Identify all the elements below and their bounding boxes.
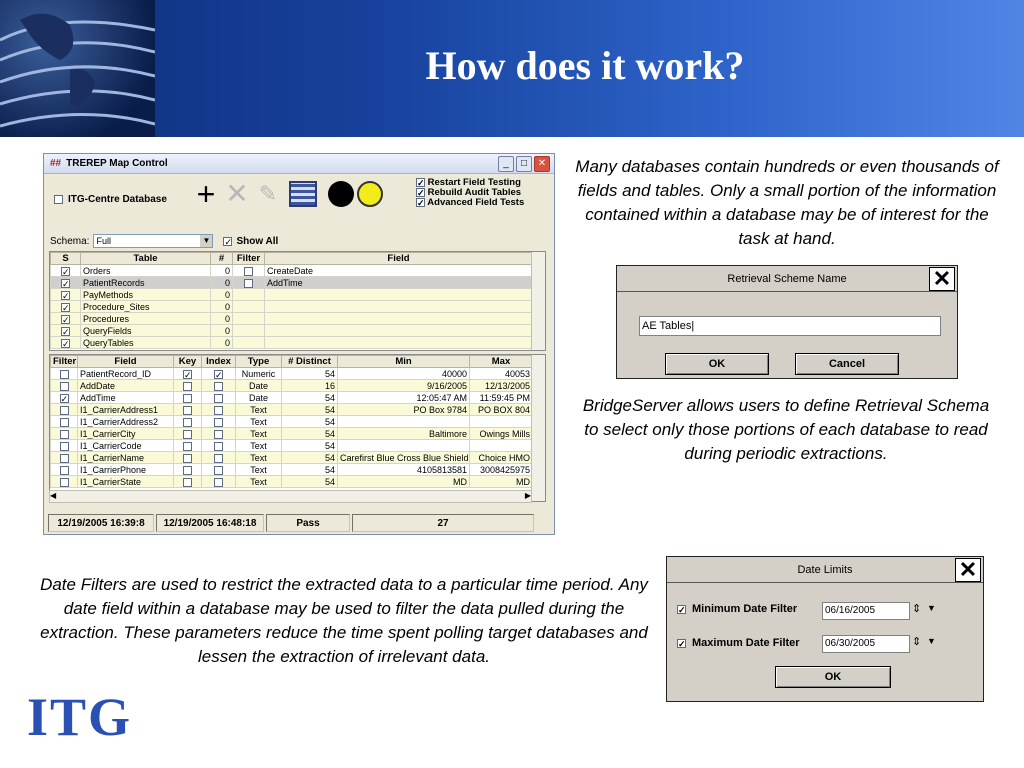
show-all-label: Show All [236, 235, 279, 247]
filter-checkbox[interactable] [60, 406, 69, 415]
field-max-cell: 11:59:45 PM [470, 392, 533, 404]
table-name: PayMethods [81, 289, 211, 301]
field-distinct-cell: 54 [282, 416, 338, 428]
field-index-cell [202, 380, 236, 392]
schema-row [50, 234, 278, 248]
min-date-row [677, 603, 797, 615]
key-checkbox[interactable] [183, 406, 192, 415]
field-field-cell: AddTime [78, 392, 174, 404]
schema-value: Full [96, 236, 111, 246]
column-header[interactable]: Filter [51, 356, 78, 368]
field-distinct-cell: 54 [282, 392, 338, 404]
column-header[interactable]: Min [338, 356, 470, 368]
field-index-cell [202, 404, 236, 416]
ok-button[interactable]: OK [775, 666, 891, 688]
globe-image [0, 0, 155, 137]
field-field-cell: AddDate [78, 380, 174, 392]
index-checkbox[interactable] [214, 478, 223, 487]
max-date-checkbox[interactable]: ✓ [678, 638, 686, 649]
table-row[interactable] [51, 301, 533, 313]
field-key-cell [174, 392, 202, 404]
field-filter-cell [51, 416, 78, 428]
field-max-cell: 3008425975 [470, 464, 533, 476]
show-all-checkbox[interactable]: ✓ [224, 236, 233, 247]
field-min-cell: 4105813581 [338, 464, 470, 476]
option-label: Advanced Field Tests [427, 197, 525, 209]
chevron-down-icon[interactable]: ▼ [927, 636, 936, 646]
column-header[interactable]: Filter [233, 253, 265, 265]
field-distinct-cell: 54 [282, 428, 338, 440]
field-index-cell [202, 464, 236, 476]
title-banner [0, 0, 1024, 137]
field-field-cell: I1_CarrierName [78, 452, 174, 464]
field-max-cell: Choice HMO [470, 452, 533, 464]
table-count: 0 [211, 325, 233, 337]
filter-checkbox[interactable] [244, 267, 253, 276]
field-filter-cell [51, 452, 78, 464]
row-checkbox[interactable]: ✓ [62, 278, 70, 289]
field-min-cell: Carefirst Blue Cross Blue Shield [338, 452, 470, 464]
field-max-cell [470, 440, 533, 452]
field-type-cell: Date [236, 392, 282, 404]
field-filter-cell [51, 428, 78, 440]
field-filter-cell [51, 368, 78, 380]
field-index-cell [202, 476, 236, 488]
column-header[interactable]: Index [202, 356, 236, 368]
dialog-title-text: Date Limits [797, 563, 853, 576]
table-row[interactable] [51, 337, 533, 349]
field-distinct-cell: 54 [282, 476, 338, 488]
field-min-cell: 9/16/2005 [338, 380, 470, 392]
status-bar [48, 514, 551, 532]
table-count: 0 [211, 313, 233, 325]
index-checkbox[interactable] [214, 418, 223, 427]
chevron-down-icon: ▼ [200, 235, 212, 247]
ok-button[interactable]: OK [665, 353, 769, 375]
index-checkbox[interactable]: ✓ [215, 369, 223, 380]
filter-checkbox[interactable]: ✓ [60, 393, 69, 404]
option-row [416, 198, 524, 208]
schema-select[interactable] [93, 234, 213, 248]
field-filter-cell [51, 476, 78, 488]
max-date-input[interactable]: 06/30/2005 [822, 635, 910, 653]
yellow-circle-icon[interactable] [357, 181, 383, 207]
field-min-cell [338, 416, 470, 428]
min-date-input[interactable]: 06/16/2005 [822, 602, 910, 620]
table-row[interactable] [51, 325, 533, 337]
table-row[interactable] [51, 289, 533, 301]
filter-checkbox[interactable] [60, 442, 69, 451]
field-index-cell [202, 416, 236, 428]
index-checkbox[interactable] [214, 406, 223, 415]
field-key-cell [174, 404, 202, 416]
field-key-cell [174, 368, 202, 380]
table-name: Procedure_Sites [81, 301, 211, 313]
edit-icon[interactable]: ✎ [258, 181, 278, 206]
table-name: QueryTables [81, 337, 211, 349]
field-key-cell [174, 428, 202, 440]
spinner-icon[interactable]: ⇕ [912, 603, 922, 615]
filter-field [265, 325, 533, 337]
key-checkbox[interactable]: ✓ [184, 369, 192, 380]
field-field-cell: I1_CarrierCode [78, 440, 174, 452]
add-icon[interactable]: + [196, 176, 216, 212]
database-label: ITG-Centre Database [68, 194, 167, 205]
dialog-title [667, 557, 983, 583]
table-count: 0 [211, 265, 233, 277]
field-max-cell: PO BOX 804 [470, 404, 533, 416]
filter-field [265, 301, 533, 313]
filter-checkbox[interactable] [60, 454, 69, 463]
field-field-cell: I1_CarrierCity [78, 428, 174, 440]
table-name: Procedures [81, 313, 211, 325]
field-max-cell [470, 416, 533, 428]
status-end-time: 12/19/2005 16:48:18 [156, 514, 264, 532]
slide-title: How does it work? [425, 43, 745, 88]
database-checkbox[interactable] [54, 195, 63, 204]
schema-label: Schema: [50, 235, 90, 247]
field-distinct-cell: 54 [282, 452, 338, 464]
key-checkbox[interactable] [183, 442, 192, 451]
max-date-label: Maximum Date Filter [692, 637, 800, 649]
table-count: 0 [211, 337, 233, 349]
key-checkbox[interactable] [183, 454, 192, 463]
row-checkbox[interactable]: ✓ [62, 314, 70, 325]
filter-checkbox[interactable] [60, 382, 69, 391]
chevron-down-icon[interactable]: ▼ [927, 603, 936, 613]
field-index-cell [202, 452, 236, 464]
filter-field [265, 289, 533, 301]
table-name: PatientRecords [81, 277, 211, 289]
app-icon: ## [50, 158, 62, 169]
table-row[interactable] [51, 313, 533, 325]
spinner-icon[interactable]: ⇕ [912, 636, 922, 648]
field-min-cell: PO Box 9784 [338, 404, 470, 416]
column-header[interactable]: Key [174, 356, 202, 368]
field-max-cell: 40053 [470, 368, 533, 380]
table-count: 0 [211, 277, 233, 289]
field-row[interactable] [51, 452, 533, 464]
options-list [416, 178, 524, 208]
field-index-cell [202, 428, 236, 440]
key-checkbox[interactable] [183, 418, 192, 427]
status-count: 27 [352, 514, 534, 532]
field-key-cell [174, 452, 202, 464]
filter-field: AddTime [265, 277, 533, 289]
field-row[interactable] [51, 380, 533, 392]
field-row[interactable] [51, 392, 533, 404]
field-max-cell: Owings Mills [470, 428, 533, 440]
field-filter-cell [51, 404, 78, 416]
scroll-right-icon[interactable]: ▶ [524, 491, 531, 500]
close-icon[interactable]: ✕ [955, 558, 981, 582]
caption-bridgeserver: BridgeServer allows users to define Retrieval Schema to select only those portions of each database to read during periodic extractions. [582, 396, 990, 463]
column-header[interactable]: S [51, 253, 81, 265]
fields-table [50, 355, 533, 488]
field-filter-cell [51, 392, 78, 404]
filter-field [265, 337, 533, 349]
column-header[interactable]: # Distinct [282, 356, 338, 368]
globe-graphic [0, 0, 155, 137]
field-max-cell: MD [470, 476, 533, 488]
field-filter-cell [51, 464, 78, 476]
field-type-cell: Date [236, 380, 282, 392]
status-result: Pass [266, 514, 350, 532]
min-date-label: Minimum Date Filter [692, 603, 798, 615]
field-type-cell: Numeric [236, 368, 282, 380]
index-checkbox[interactable] [214, 430, 223, 439]
field-row[interactable] [51, 476, 533, 488]
field-key-cell [174, 380, 202, 392]
close-button[interactable]: ✕ [534, 156, 550, 172]
field-index-cell [202, 392, 236, 404]
option-label: Restart Field Testing [427, 177, 521, 189]
filter-checkbox[interactable] [60, 370, 69, 379]
field-filter-cell [51, 380, 78, 392]
option-checkbox[interactable]: ✓ [417, 188, 425, 199]
index-checkbox[interactable] [214, 466, 223, 475]
field-row[interactable] [51, 464, 533, 476]
database-option [54, 194, 167, 205]
tables-grid [49, 251, 546, 351]
toolbar [192, 176, 383, 212]
key-checkbox[interactable] [183, 430, 192, 439]
field-type-cell: Text [236, 428, 282, 440]
field-key-cell [174, 416, 202, 428]
horizontal-scrollbar[interactable] [49, 490, 532, 503]
column-header[interactable]: Max [470, 356, 533, 368]
maximize-button[interactable]: □ [516, 156, 532, 172]
close-icon[interactable]: ✕ [929, 267, 955, 291]
scheme-name-value: AE Tables [642, 320, 692, 332]
scroll-left-icon[interactable]: ◀ [50, 491, 57, 500]
field-key-cell [174, 464, 202, 476]
table-row[interactable] [51, 265, 533, 277]
option-checkbox[interactable]: ✓ [417, 178, 425, 188]
field-distinct-cell: 54 [282, 464, 338, 476]
field-distinct-cell: 54 [282, 404, 338, 416]
column-header[interactable]: Field [78, 356, 174, 368]
filter-field [265, 313, 533, 325]
map-control-window [43, 153, 555, 535]
field-field-cell: I1_CarrierAddress1 [78, 404, 174, 416]
field-type-cell: Text [236, 404, 282, 416]
field-field-cell: I1_CarrierAddress2 [78, 416, 174, 428]
status-start-time: 12/19/2005 16:39:8 [48, 514, 154, 532]
field-row[interactable] [51, 440, 533, 452]
field-min-cell: 12:05:47 AM [338, 392, 470, 404]
field-min-cell [338, 440, 470, 452]
date-limits-dialog [666, 556, 984, 702]
itg-logo: ITG [27, 687, 133, 747]
key-checkbox[interactable] [183, 478, 192, 487]
field-row[interactable] [51, 368, 533, 380]
tables-scrollbar[interactable] [531, 252, 545, 350]
row-checkbox[interactable]: ✓ [62, 302, 70, 313]
scheme-name-input[interactable]: AE Tables| [639, 316, 941, 336]
field-field-cell: I1_CarrierState [78, 476, 174, 488]
field-row[interactable] [51, 428, 533, 440]
option-checkbox[interactable]: ✓ [417, 198, 425, 209]
field-max-cell: 12/13/2005 [470, 380, 533, 392]
field-row[interactable] [51, 416, 533, 428]
field-min-cell: Baltimore [338, 428, 470, 440]
field-index-cell [202, 368, 236, 380]
fields-scrollbar[interactable] [531, 355, 545, 501]
table-count: 0 [211, 301, 233, 313]
option-label: Rebuild Audit Tables [427, 187, 522, 199]
minimize-button[interactable]: _ [498, 156, 514, 172]
filter-checkbox[interactable] [244, 279, 253, 288]
filter-checkbox[interactable] [60, 418, 69, 427]
row-checkbox[interactable]: ✓ [62, 326, 70, 337]
field-type-cell: Text [236, 476, 282, 488]
column-header[interactable]: Table [81, 253, 211, 265]
filter-checkbox[interactable] [60, 478, 69, 487]
row-checkbox[interactable]: ✓ [62, 290, 70, 301]
field-type-cell: Text [236, 440, 282, 452]
row-checkbox[interactable]: ✓ [62, 266, 70, 277]
table-count: 0 [211, 289, 233, 301]
caption-date-filters: Date Filters are used to restrict the extracted data to a particular time period. Any date field within a database may be used to filter the data pulled during the extraction. These parameters reduce the time spent polling target databases and lessen the extraction of irrelevant data. [40, 575, 648, 666]
field-distinct-cell: 54 [282, 368, 338, 380]
key-checkbox[interactable] [183, 466, 192, 475]
cancel-button[interactable]: Cancel [795, 353, 899, 375]
table-name: QueryFields [81, 325, 211, 337]
table-row[interactable] [51, 277, 533, 289]
field-type-cell: Text [236, 452, 282, 464]
table-name: Orders [81, 265, 211, 277]
field-min-cell: 40000 [338, 368, 470, 380]
caption-databases: Many databases contain hundreds or even thousands of fields and tables. Only a small portion of the information contained within a database may be of interest for the task at hand. [575, 157, 999, 248]
key-checkbox[interactable] [183, 382, 192, 391]
index-checkbox[interactable] [214, 442, 223, 451]
field-field-cell: PatientRecord_ID [78, 368, 174, 380]
filter-checkbox[interactable] [60, 466, 69, 475]
dialog-title [617, 266, 957, 292]
index-checkbox[interactable] [214, 382, 223, 391]
tables-table [50, 252, 533, 349]
key-checkbox[interactable] [183, 394, 192, 403]
field-type-cell: Text [236, 416, 282, 428]
field-type-cell: Text [236, 464, 282, 476]
field-key-cell [174, 440, 202, 452]
window-title: TREREP Map Control [66, 158, 168, 169]
field-filter-cell [51, 440, 78, 452]
field-distinct-cell: 54 [282, 440, 338, 452]
filter-field: CreateDate [265, 265, 533, 277]
field-min-cell: MD [338, 476, 470, 488]
field-row[interactable] [51, 404, 533, 416]
window-titlebar [44, 154, 554, 174]
retrieval-scheme-dialog [616, 265, 958, 379]
column-header[interactable]: # [211, 253, 233, 265]
filter-checkbox[interactable] [60, 430, 69, 439]
field-distinct-cell: 16 [282, 380, 338, 392]
max-date-row [677, 637, 800, 649]
row-checkbox[interactable]: ✓ [62, 338, 70, 349]
column-header[interactable]: Type [236, 356, 282, 368]
table-grid-icon[interactable] [289, 181, 317, 207]
field-key-cell [174, 476, 202, 488]
column-header[interactable]: Field [265, 253, 533, 265]
field-field-cell: I1_CarrierPhone [78, 464, 174, 476]
index-checkbox[interactable] [214, 454, 223, 463]
black-circle-icon[interactable] [328, 181, 354, 207]
fields-grid [49, 354, 546, 502]
field-index-cell [202, 440, 236, 452]
min-date-checkbox[interactable]: ✓ [678, 604, 686, 615]
dialog-title-text: Retrieval Scheme Name [727, 272, 847, 285]
delete-icon[interactable]: ✕ [225, 178, 249, 209]
index-checkbox[interactable] [214, 394, 223, 403]
